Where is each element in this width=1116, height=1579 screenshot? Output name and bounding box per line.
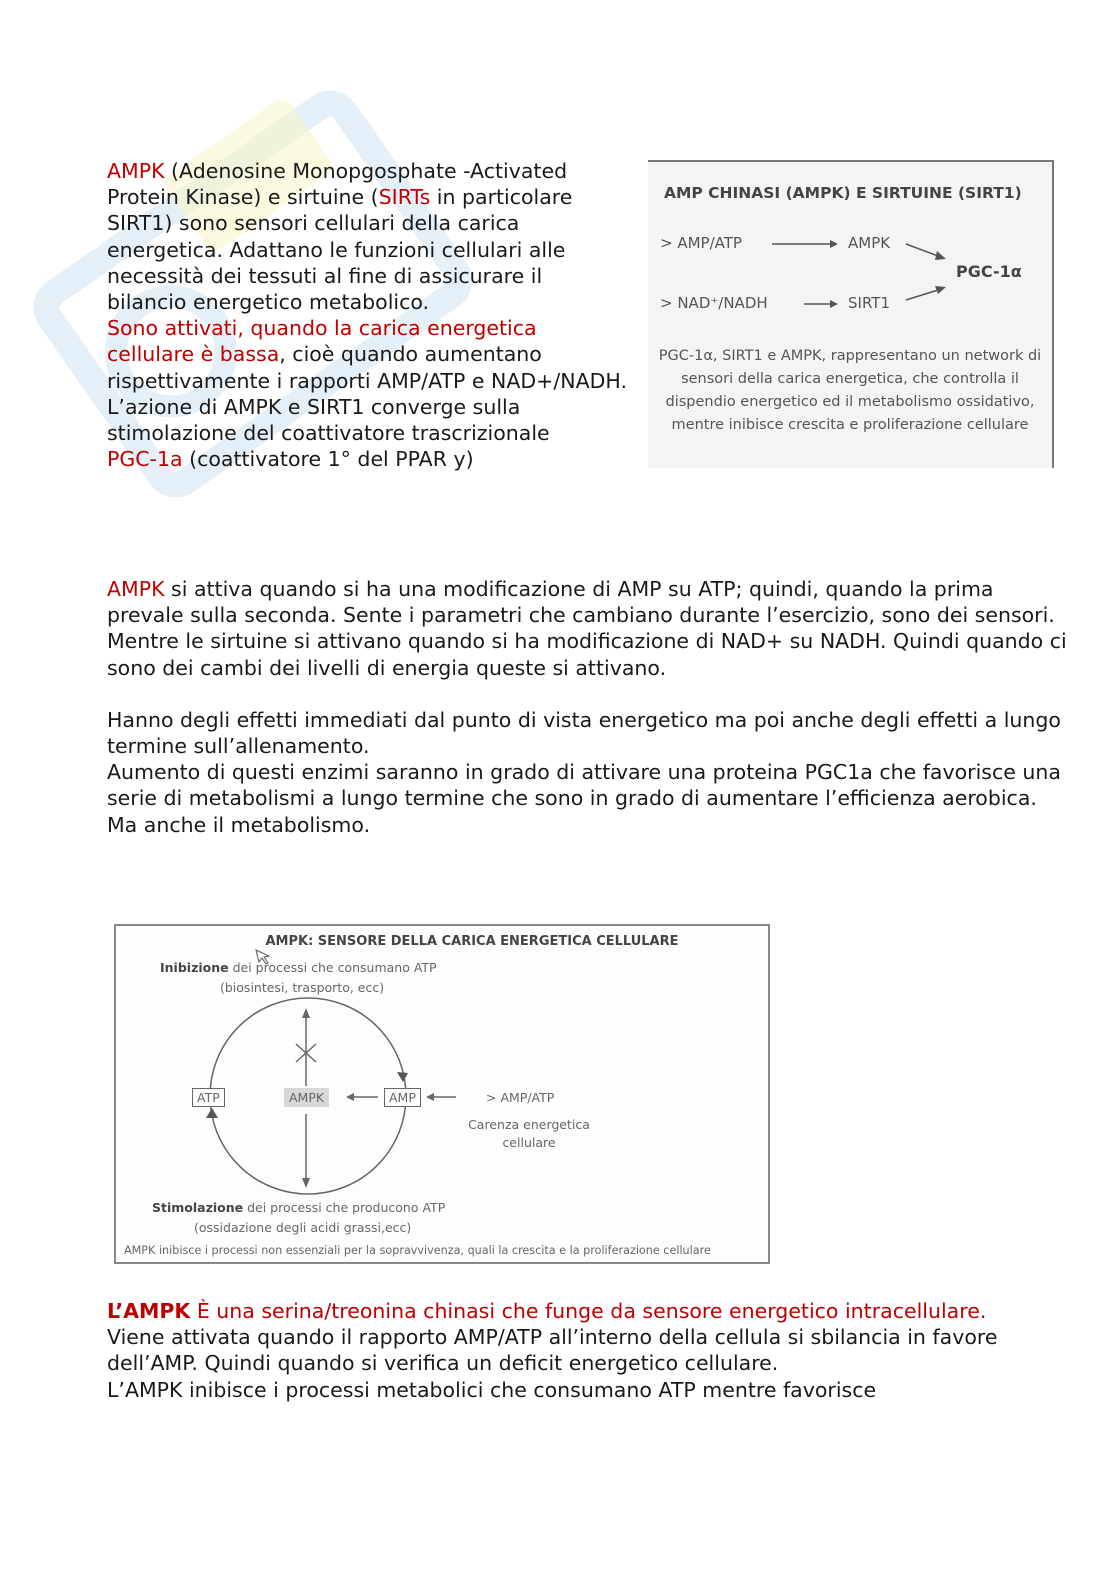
pgc-term: PGC-1a	[107, 447, 183, 472]
intro-text-3: , cioè quando aumentano rispettivamente i rapporti AMP/ATP e NAD+/NADH.	[107, 342, 627, 393]
ampk-label: AMPK	[848, 234, 891, 252]
ampk-term: AMPK	[107, 159, 165, 183]
figure-ampk-sirtuine	[648, 160, 1054, 468]
intro-text-1: (Adenosine Monopgosphate -Activated Protein Kinase) e sirtuine (	[107, 159, 568, 210]
inhibition-text: dei processi che consumano ATP	[228, 960, 437, 975]
figure2-footer: AMPK inibisce i processi non essenziali per la sopravvivenza, quali la crescita e la proliferazione cellulare	[124, 1244, 711, 1257]
ampk-term-2: AMPK	[107, 577, 165, 601]
para2-text-4: Aumento di questi enzimi saranno in grado di attivare una proteina PGC1a che favorisce una serie di metabolismi a lungo termine che sono in grado di aumentare l’efficienza aerobica. Ma anche il metabolismo.	[107, 760, 1061, 837]
amp-atp-ratio-2: > AMP/ATP	[486, 1090, 555, 1105]
amp-box: AMP	[384, 1088, 421, 1107]
figure1-caption: PGC-1α, SIRT1 e AMPK, rappresentano un network di sensori della carica energetica, che controlla il dispendio energetico ed il metabolismo ossidativo, mentre inibisce crescita e proliferazione cellulare	[658, 348, 1042, 433]
para3-text-2: Viene attivata quando il rapporto AMP/ATP all’interno della cellula si sbilancia in favore dell’AMP. Quindi quando si verifica un deficit energetico cellulare.	[107, 1325, 998, 1376]
stimulation-text: dei processi che producono ATP	[243, 1200, 446, 1215]
stimulation-label: Stimolazione	[152, 1200, 244, 1215]
ampk-definition: È una serina/treonina chinasi che funge da sensore energetico intracellulare.	[190, 1299, 987, 1323]
ampk-box: AMPK	[284, 1088, 329, 1107]
figure1-title: AMP CHINASI (AMPK) E SIRTUINE (SIRT1)	[664, 184, 1022, 202]
figure-ampk-sensore	[114, 924, 770, 1264]
para2-text-3: Hanno degli effetti immediati dal punto di vista energetico ma poi anche degli effetti a lungo termine sull’allenamento.	[107, 707, 1061, 759]
amp-atp-ratio: > AMP/ATP	[660, 234, 742, 252]
ampk-heading: L’AMPK	[107, 1299, 191, 1323]
pgc1a-label: PGC-1α	[956, 262, 1022, 281]
nad-nadh-ratio: > NAD⁺/NADH	[660, 294, 768, 312]
sirt1-label: SIRT1	[848, 294, 890, 312]
carenza-label: Carenza energetica cellulare	[468, 1117, 590, 1150]
para2-text-1: si attiva quando si ha una modificazione di AMP su ATP; quindi, quando la prima prevale sulla seconda. Sente i parametri che cambiano durante l’esercizio, sono dei sensori.	[107, 577, 1055, 628]
para2-text-2: Mentre le sirtuine si attivano quando si ha modificazione di NAD+ su NADH. Quindi quando ci sono dei cambi dei livelli di energia queste si attivano.	[107, 629, 1067, 680]
intro-text-2: in particolare SIRT1) sono sensori cellulari della carica energetica. Adattano le funzioni cellulari alle necessità dei tessuti al fine di assicurare il bilancio energetico metabolico.	[107, 185, 573, 315]
ampk-activation-paragraph	[107, 576, 1067, 838]
sirts-term: SIRTs	[378, 185, 431, 210]
inhibition-label: Inibizione	[160, 960, 229, 975]
inhibition-line	[160, 960, 437, 975]
ampk-definition-paragraph	[107, 1298, 1067, 1403]
activation-phrase: Sono attivati, quando la carica energetica cellulare è bassa	[107, 316, 537, 367]
atp-box: ATP	[192, 1088, 225, 1107]
stimulation-line	[152, 1200, 445, 1215]
para3-text-3: L’AMPK inibisce i processi metabolici che consumano ATP mentre favorisce	[107, 1377, 877, 1402]
stimulation-sub: (ossidazione degli acidi grassi,ecc)	[194, 1220, 412, 1235]
intro-paragraph	[107, 158, 627, 472]
inhibition-sub: (biosintesi, trasporto, ecc)	[220, 980, 385, 995]
figure2-title: AMPK: SENSORE DELLA CARICA ENERGETICA CELLULARE	[265, 934, 679, 949]
intro-text-4: L’azione di AMPK e SIRT1 converge sulla stimolazione del coattivatore trascrizionale	[107, 394, 550, 446]
intro-text-5: (coattivatore 1° del PPAR y)	[182, 447, 474, 472]
